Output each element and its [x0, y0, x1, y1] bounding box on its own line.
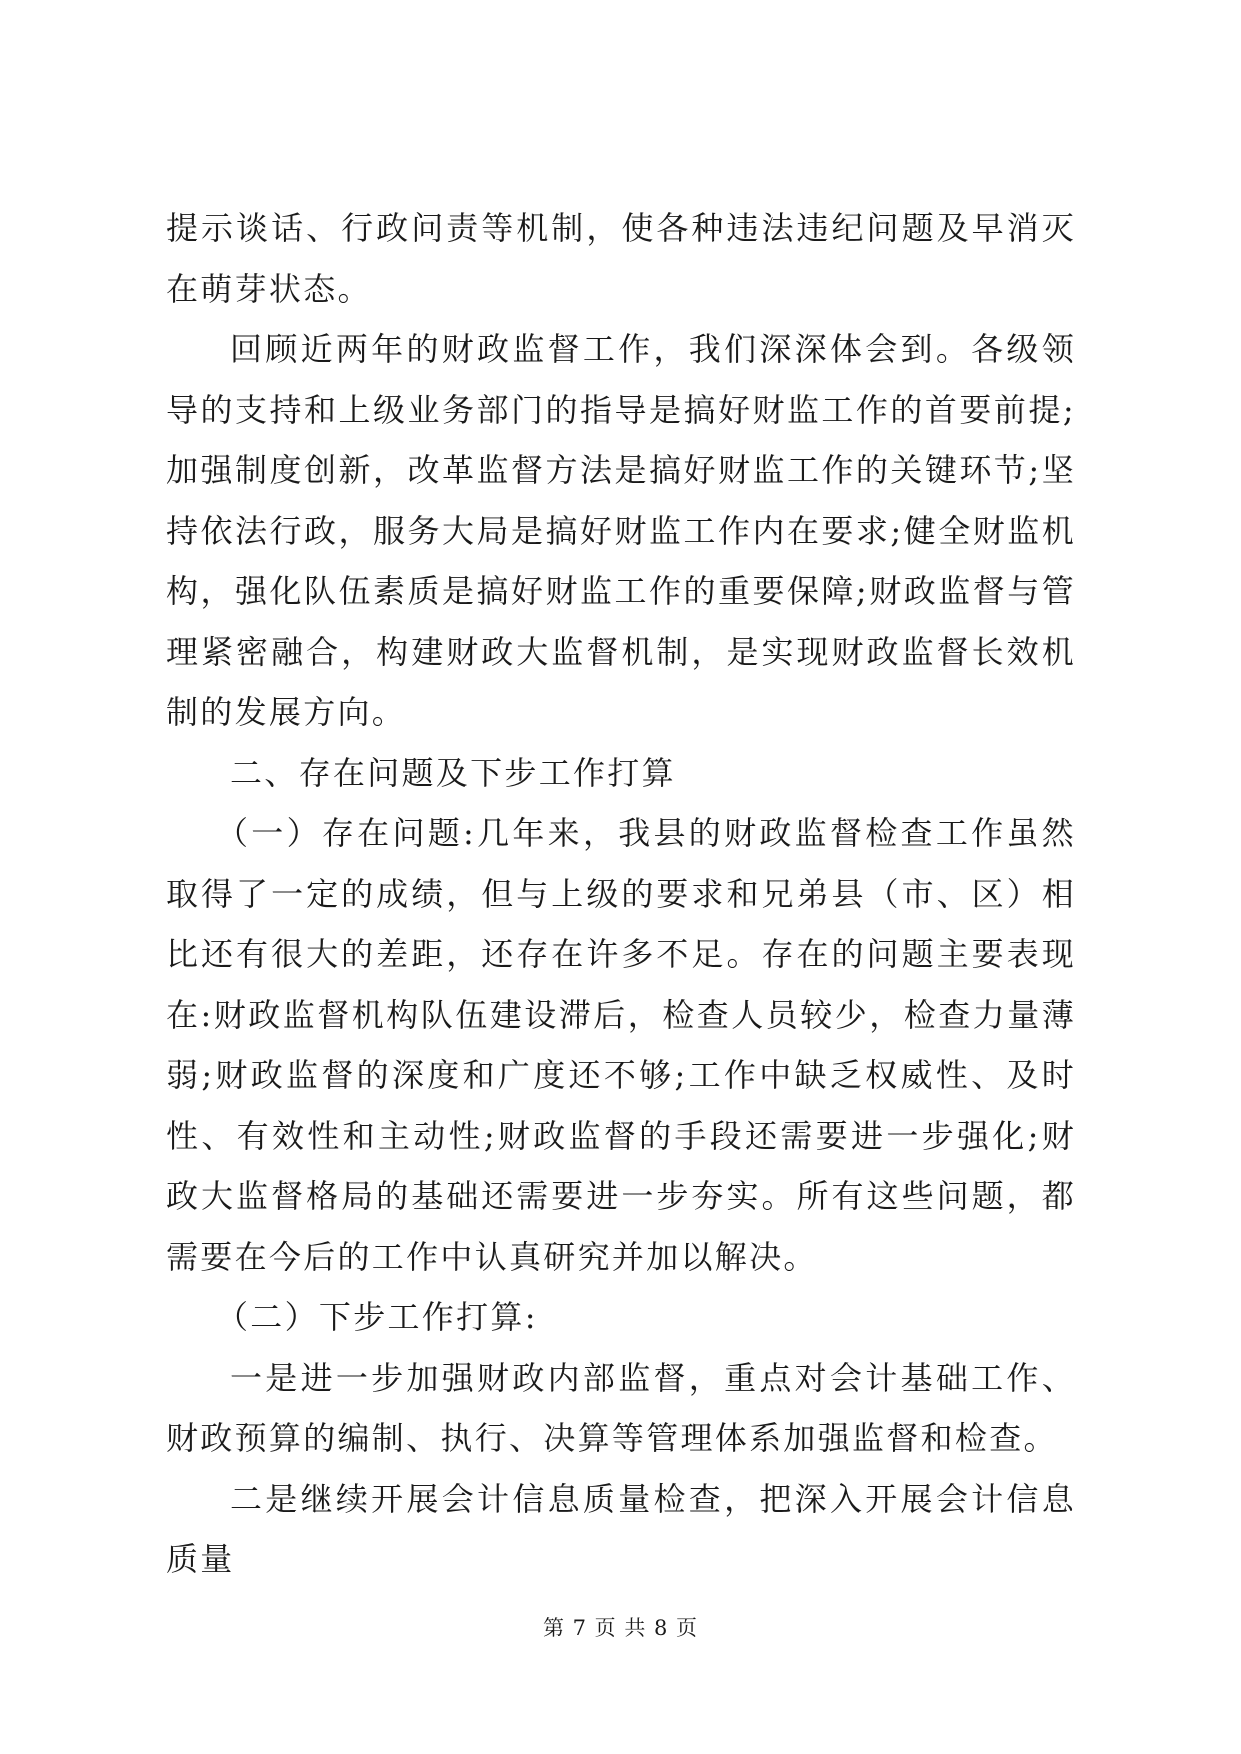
paragraph-mechanism-continuation: 提示谈话、行政问责等机制，使各种违法违纪问题及早消灭在萌芽状态。 [166, 209, 1076, 308]
page-number-footer: 第 7 页 共 8 页 [542, 1616, 699, 1640]
section-heading-problems-plans: 二、存在问题及下步工作打算 [230, 753, 676, 792]
paragraph-review-experience: 回顾近两年的财政监督工作，我们深深体会到。各级领导的支持和上级业务部门的指导是搞好财监工作的首要前提;加强制度创新，改革监督方法是搞好财监工作的关键环节;坚持依法行政，服务大局是搞好财监工作内在要求;健全财监机构，强化队伍素质是搞好财监工作的重要保障;财政监督与管理紧密融合，构建财政大监督机制，是实现财政监督长效机制的发展方向。 [166, 330, 1076, 731]
paragraph-existing-problems: （一）存在问题:几年来，我县的财政监督检查工作虽然取得了一定的成绩，但与上级的要求和兄弟县（市、区）相比还有很大的差距，还存在许多不足。存在的问题主要表现在:财政监督机构队伍建设滞后，检查人员较少，检查力量薄弱;财政监督的深度和广度还不够;工作中缺乏权威性、及时性、有效性和主动性;财政监督的手段还需要进一步强化;财政大监督格局的基础还需要进一步夯实。所有这些问题，都需要在今后的工作中认真研究并加以解决。 [166, 814, 1076, 1276]
paragraph-plan-two: 二是继续开展会计信息质量检查，把深入开展会计信息质量 [166, 1479, 1076, 1578]
subheading-next-steps: （二）下步工作打算: [216, 1298, 538, 1336]
paragraph-plan-one: 一是进一步加强财政内部监督，重点对会计基础工作、财政预算的编制、执行、决算等管理体系加强监督和检查。 [166, 1358, 1076, 1457]
document-body [166, 198, 1076, 1590]
